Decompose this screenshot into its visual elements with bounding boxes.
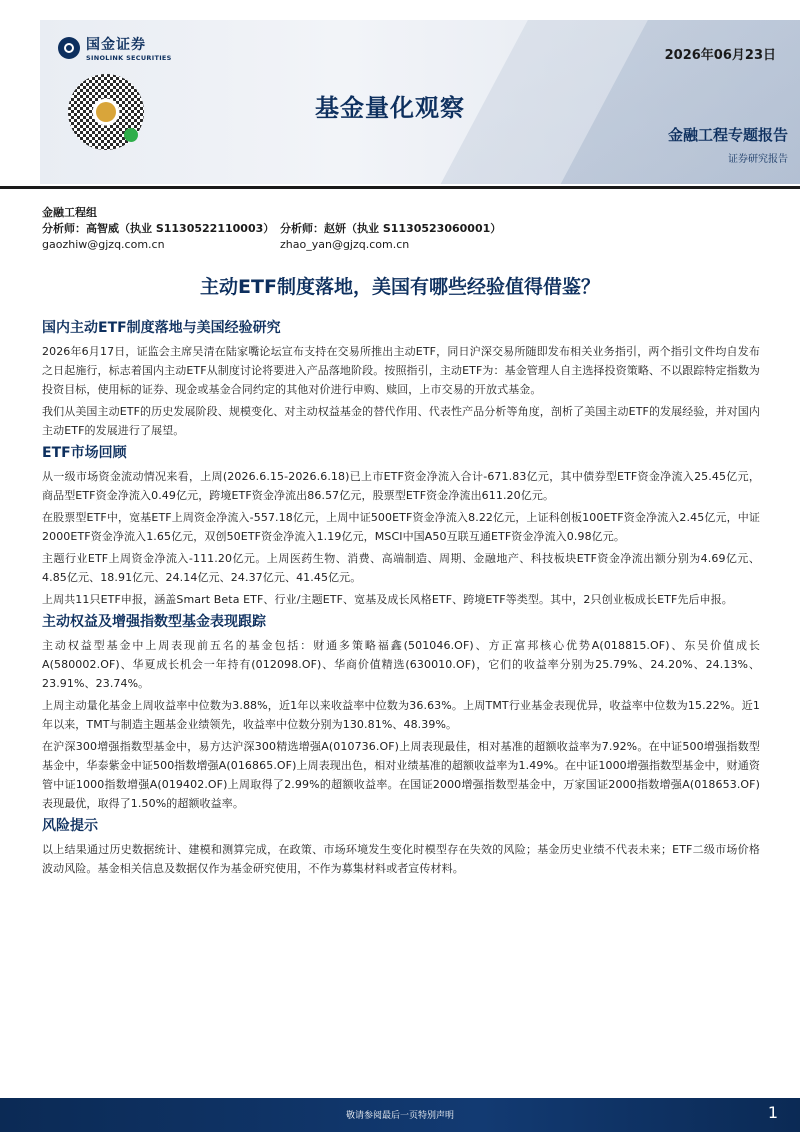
paragraph: 上周共11只ETF申报，涵盖Smart Beta ETF、行业/主题ETF、宽基及成长风格ETF、跨境ETF等类型。其中，2只创业板成长ETF先后申报。 [42,593,733,606]
report-title: 主动ETF制度落地，美国有哪些经验值得借鉴？ [200,276,600,298]
company-logo [58,34,172,62]
paragraph: 上周主动量化基金上周收益率中位数为3.88%，近1年以来收益率中位数为36.63%。上周TMT行业基金表现优异，收益率中位数为15.22%。近1年以来，TMT与制造主题基金业绩领先，收益率中位数分别为130.81%、48.39%。 [42,699,760,731]
analyst-block [42,205,501,253]
section-heading: 国内主动ETF制度落地与美国经验研究 [42,320,281,336]
paragraph: 在股票型ETF中，宽基ETF上周资金净流入-557.18亿元，上周中证500ETF资金净流入8.22亿元，上证科创板100ETF资金净流入2.45亿元，中证2000ETF资金净流入1.65亿元，双创50ETF资金净流入1.19亿元，MSCI中国A50互联互通ETF资金净流入0.98亿元。 [42,511,760,543]
analyst-1: 分析师：高智威（执业 S1130522110003） [42,222,275,235]
paragraph: 在沪深300增强指数型基金中，易方达沪深300精选增强A(010736.OF)上周表现最佳，相对基准的超额收益率为7.92%。在中证500增强指数型基金中，华泰紫金中证500指数增强A(016865.OF)上周表现出色，相对业绩基准的超额收益率为1.49%。在中证1000增强指数型基金中，财通资管中证1000指数增强A(019402.OF)上周取得了2.99%的超额收益率。在国证2000增强指数型基金中，万家国证2000指数增强A(018653.OF)表现最优，取得了1.50%的超额收益率。 [42,740,760,810]
page-number: 1 [767,1103,778,1122]
section-heading: ETF市场回顾 [42,445,127,461]
disclaimer-note: 敬请参阅最后一页特别声明 [345,1111,454,1121]
wechat-badge-icon [124,128,138,142]
section-heading: 风险提示 [42,818,98,834]
analyst-1-email[interactable]: gaozhiw@gjzq.com.cn [42,238,165,251]
report-type: 金融工程专题报告 [667,126,788,144]
analyst-2-email[interactable]: zhao_yan@gjzq.com.cn [280,238,410,251]
paragraph: 以上结果通过历史数据统计、建模和测算完成，在政策、市场环境发生变化时模型存在失效的风险；基金历史业绩不代表未来；ETF二级市场价格波动风险。基金相关信息及数据仅作为基金研究使用，不作为募集材料或者宣传材料。 [42,843,760,875]
paragraph: 从一级市场资金流动情况来看，上周(2026.6.15-2026.6.18)已上市ETF资金净流入合计-671.83亿元，其中债券型ETF资金净流入25.45亿元，商品型ETF资金净流入0.49亿元，跨境ETF资金净流出86.57亿元，股票型ETF资金净流出611.20亿元。 [42,470,760,502]
logo-name-en: SINOLINK SECURITIES [86,54,172,62]
report-date: 2026年06月23日 [664,48,776,63]
paragraph: 2026年6月17日，证监会主席吴清在陆家嘴论坛宣布支持在交易所推出主动ETF，同日沪深交易所随即发布相关业务指引，两个指引文件均自发布之日起施行，标志着国内主动ETF从制度讨论将要进入产品落地阶段。按照指引，主动ETF为：基金管理人自主选择投资策略、不以跟踪特定指数为投资目标，使用标的证券、现金或基金合同约定的其他对价进行申购、赎回，上市交易的开放式基金。 [42,345,760,396]
paragraph: 我们从美国主动ETF的历史发展阶段、规模变化、对主动权益基金的替代作用、代表性产品分析等角度，剖析了美国主动ETF的发展经验，并对国内主动ETF的发展进行了展望。 [42,405,760,437]
report-header [0,0,800,188]
analyst-2: 分析师：赵妍（执业 S1130523060001） [280,222,502,235]
qr-logo-icon [96,102,116,122]
paragraph: 主动权益型基金中上周表现前五名的基金包括：财通多策略福鑫(501046.OF)、方正富邦核心优势A(018815.OF)、东吴价值成长A(580002.OF)、华夏成长机会一年持有(012098.OF)、华商价值精选(630010.OF)，它们的收益率分别为25.79%、24.20%、24.13%、23.91%、23.74%。 [42,639,760,690]
report-body [42,318,760,881]
series-title: 基金量化观察 [315,94,465,122]
logo-icon [58,37,80,59]
logo-name-cn: 国金证券 [86,37,146,53]
department: 金融工程组 [42,206,97,219]
header-divider [0,186,800,189]
section-heading: 主动权益及增强指数型基金表现跟踪 [42,614,266,630]
report-subtype: 证券研究报告 [728,154,788,165]
paragraph: 主题行业ETF上周资金净流入-111.20亿元。上周医药生物、消费、高端制造、周期、金融地产、科技板块ETF资金净流出额分别为4.69亿元、4.85亿元、18.91亿元、24.14亿元、24.37亿元、41.45亿元。 [42,552,760,584]
